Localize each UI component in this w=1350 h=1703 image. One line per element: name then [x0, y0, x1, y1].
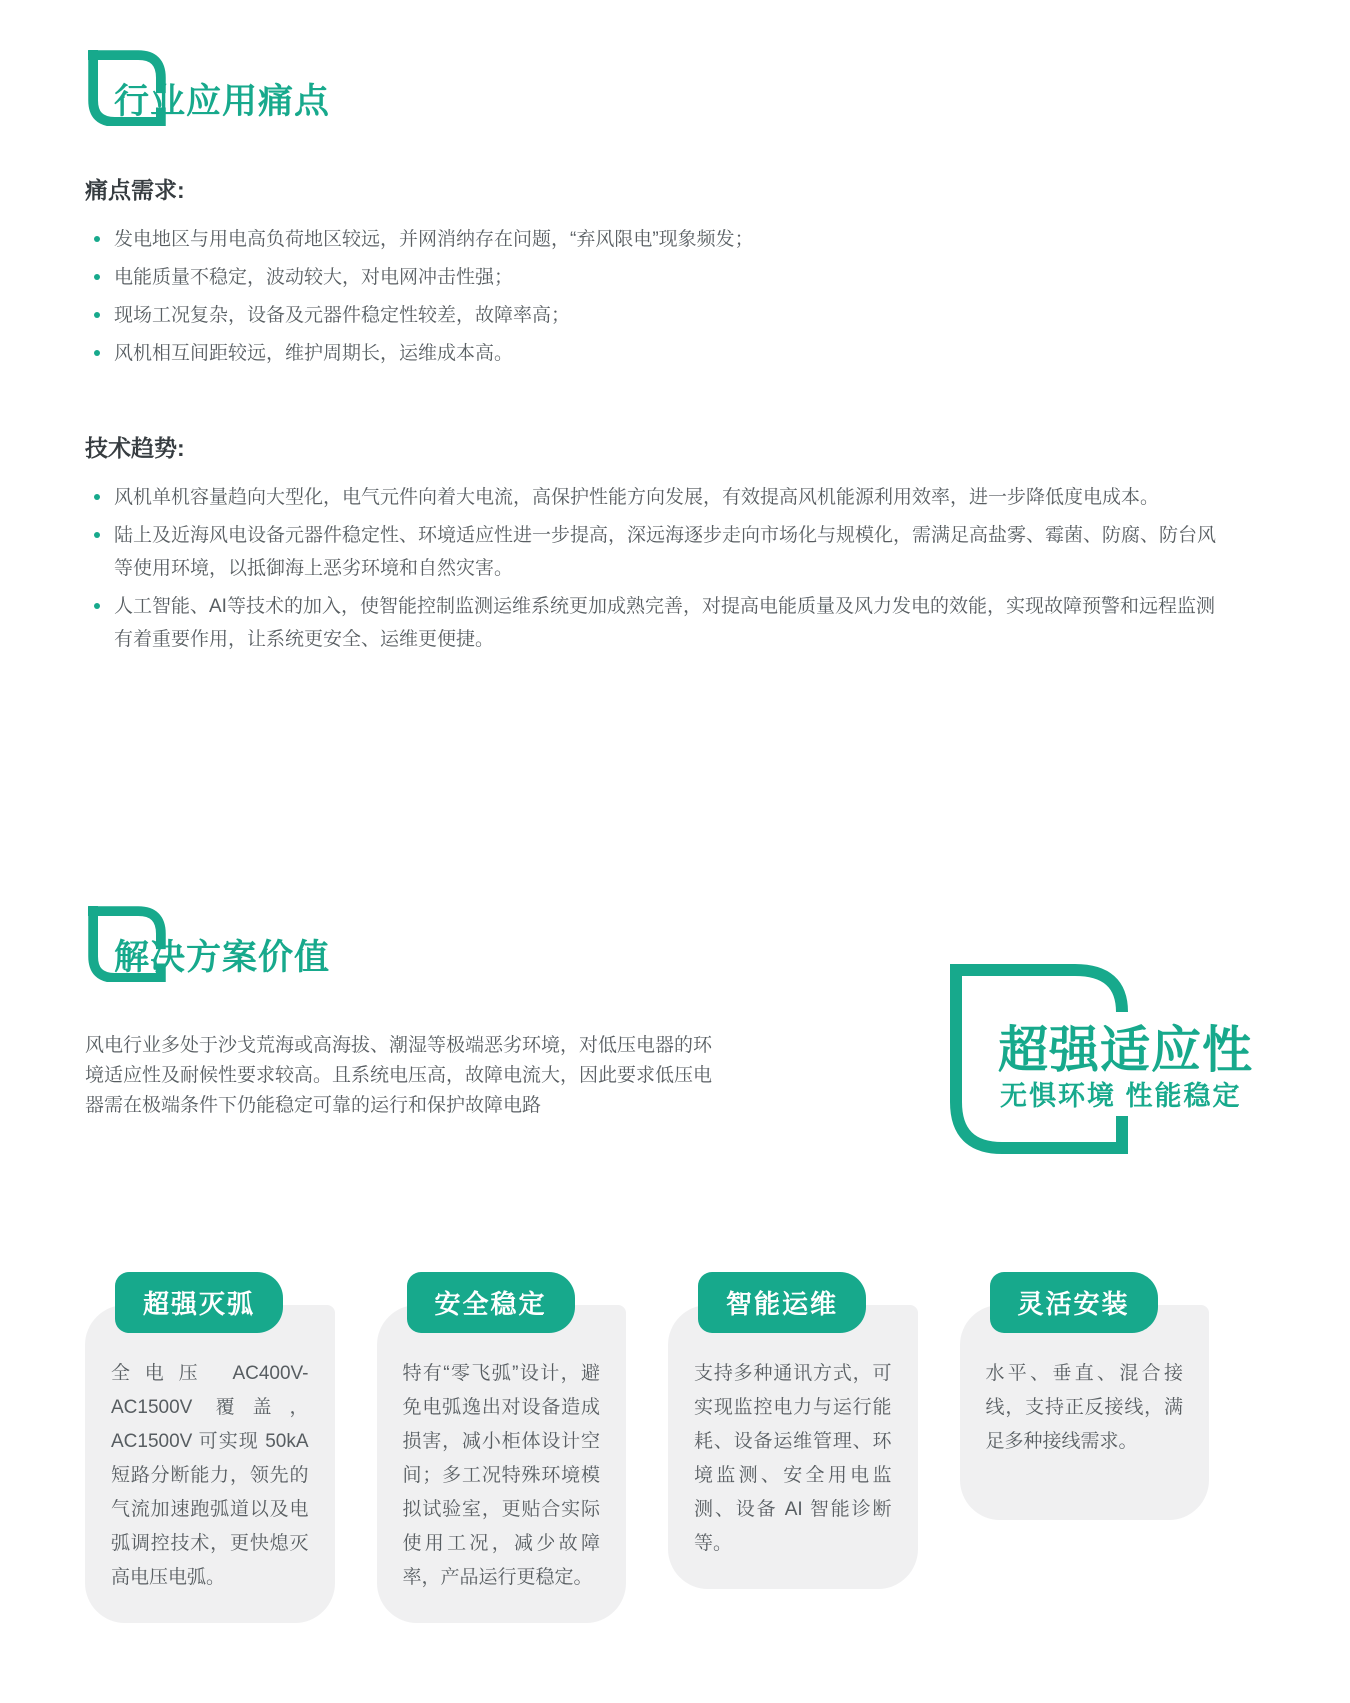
cards-row: [85, 1272, 1209, 1623]
list-item: 人工智能、AI等技术的加入，使智能控制监测运维系统更加成熟完善，对提高电能质量及风力发电的效能，实现故障预警和远程监测有着重要作用，让系统更安全、运维更便捷。: [85, 590, 1233, 656]
needs-list: [85, 223, 1233, 370]
needs-heading: 痛点需求:: [85, 177, 185, 203]
list-item: 电能质量不稳定，波动较大，对电网冲击性强；: [85, 261, 1233, 294]
card-text: 水平、垂直、混合接线，支持正反接线，满足多种接线需求。: [960, 1305, 1210, 1520]
card-arc-extinguishing: [85, 1272, 335, 1623]
card-badge: 超强灭弧: [115, 1272, 283, 1333]
list-item: 现场工况复杂，设备及元器件稳定性较差，故障率高；: [85, 299, 1233, 332]
value-paragraph: 风电行业多处于沙戈荒海或高海拔、潮湿等极端恶劣环境，对低压电器的环境适应性及耐候性要求较高。且系统电压高，故障电流大，因此要求低压电器需在极端条件下仍能稳定可靠的运行和保护故障电路: [85, 1035, 713, 1116]
card-safety-stability: [377, 1272, 627, 1623]
trends-heading: 技术趋势:: [85, 435, 185, 461]
value-section-title: 解决方案价值: [114, 938, 331, 977]
value-section-header: [88, 906, 588, 1006]
card-text: 特有“零飞弧”设计，避免电弧逸出对设备造成损害，减小柜体设计空间；多工况特殊环境模拟试验室，更贴合实际使用工况，减少故障率，产品运行更稳定。: [377, 1305, 627, 1623]
trends-block: [85, 430, 1233, 661]
list-item: 风机相互间距较远，维护周期长，运维成本高。: [85, 337, 1233, 370]
card-text: 全电压 AC400V-AC1500V 覆盖，AC1500V 可实现 50kA 短路分断能力，领先的气流加速跑弧道以及电弧调控技术，更快熄灭高电压电弧。: [85, 1305, 335, 1623]
card-smart-maintenance: [668, 1272, 918, 1589]
card-badge: 智能运维: [698, 1272, 866, 1333]
feature-subtitle: 无惧环境 性能稳定: [1000, 1081, 1242, 1111]
card-badge: 安全稳定: [407, 1272, 575, 1333]
list-item: 风机单机容量趋向大型化，电气元件向着大电流，高保护性能方向发展，有效提高风机能源利用效率，进一步降低度电成本。: [85, 481, 1233, 514]
list-item: 陆上及近海风电设备元器件稳定性、环境适应性进一步提高，深远海逐步走向市场化与规模化，需满足高盐雾、霉菌、防腐、防台风等使用环境，以抵御海上恶劣环境和自然灾害。: [85, 519, 1233, 585]
card-text: 支持多种通讯方式，可实现监控电力与运行能耗、设备运维管理、环境监测、安全用电监测、设备 AI 智能诊断等。: [668, 1305, 918, 1589]
card-badge: 灵活安装: [990, 1272, 1158, 1333]
pain-section-title: 行业应用痛点: [114, 82, 331, 121]
trends-list: [85, 481, 1233, 656]
needs-block: [85, 172, 1233, 375]
feature-title: 超强适应性: [998, 1022, 1253, 1078]
card-flexible-installation: [960, 1272, 1210, 1520]
feature-callout: [950, 960, 1290, 1175]
pain-section-header: [88, 50, 588, 150]
list-item: 发电地区与用电高负荷地区较远，并网消纳存在问题，“弃风限电”现象频发；: [85, 223, 1233, 256]
